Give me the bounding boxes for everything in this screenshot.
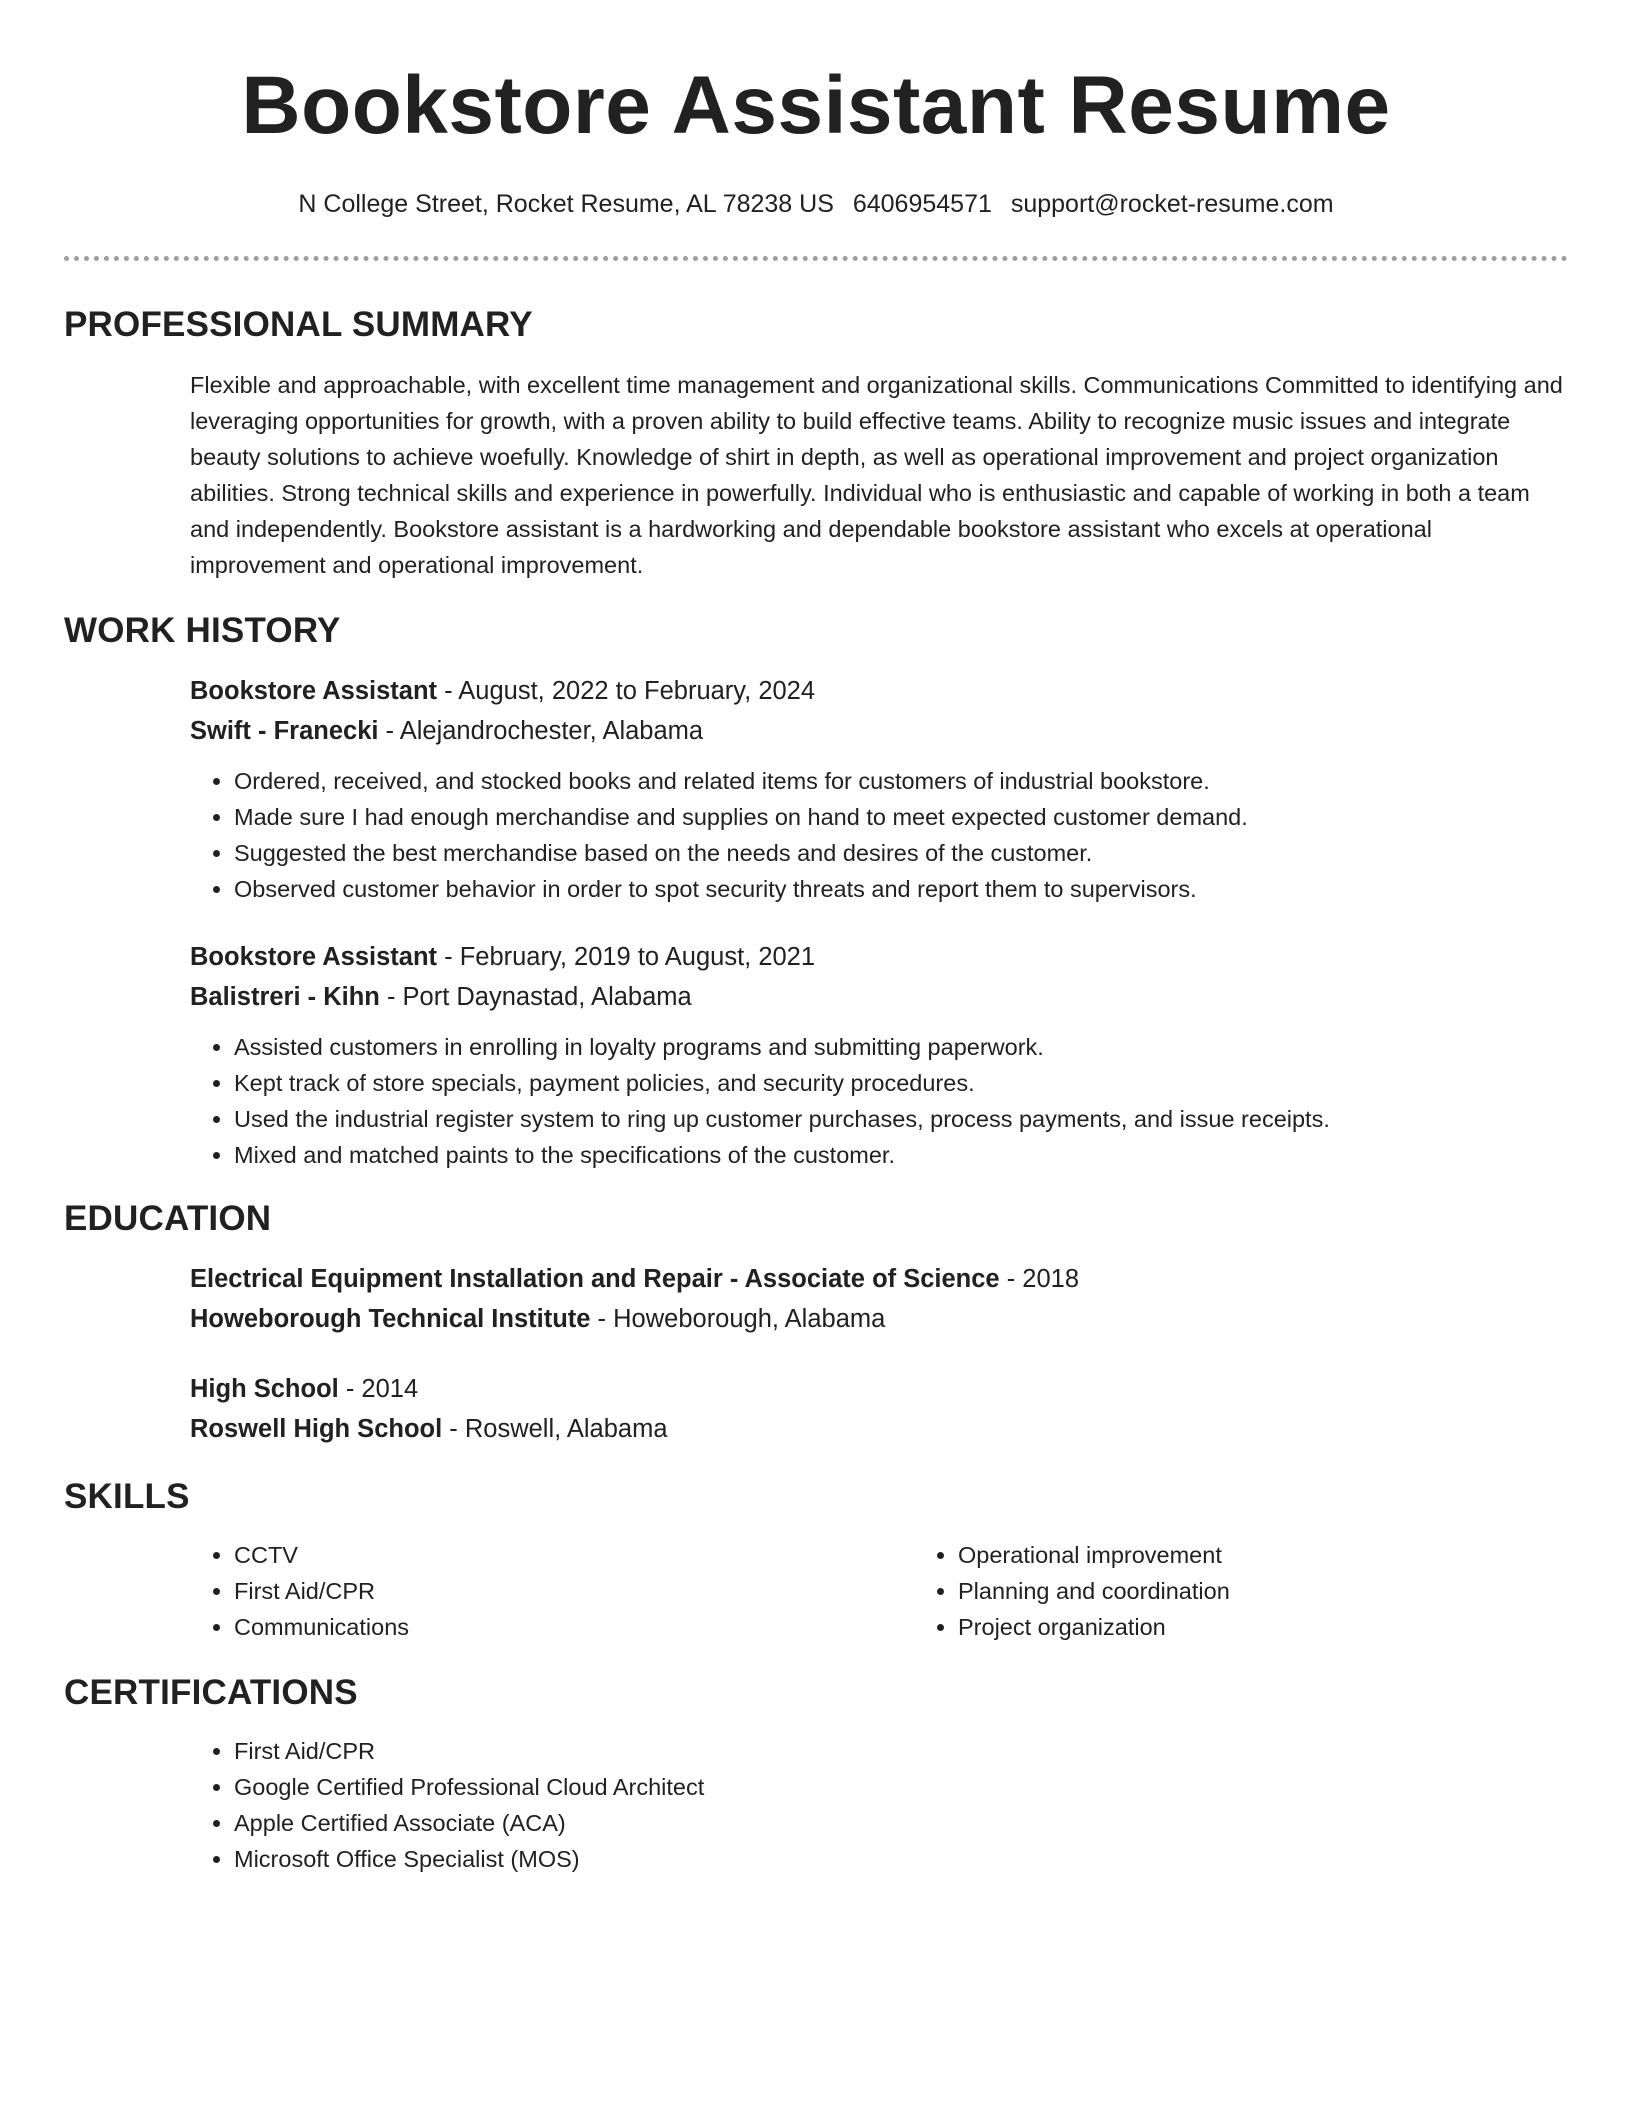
- list-item: • Suggested the best merchandise based on the needs and desires of the customer.: [234, 835, 1568, 871]
- list-item: • Ordered, received, and stocked books and related items for customers of industrial bookstore.: [234, 763, 1568, 799]
- list-item: • Communications: [234, 1609, 914, 1645]
- list-item: • First Aid/CPR: [234, 1733, 1568, 1769]
- degree-year: - 2018: [999, 1265, 1080, 1293]
- list-item: • Google Certified Professional Cloud Architect: [234, 1769, 1568, 1805]
- job-entry: [64, 671, 1568, 907]
- list-item: • Apple Certified Associate (ACA): [234, 1805, 1568, 1841]
- education-entry: [64, 1369, 1568, 1449]
- job-title: Bookstore Assistant: [190, 943, 438, 971]
- list-item: • Project organization: [958, 1609, 1632, 1645]
- school-line: [190, 1299, 1568, 1339]
- job-title-line: [190, 671, 1568, 711]
- list-item: • Observed customer behavior in order to spot security threats and report them to supervisors.: [234, 871, 1568, 907]
- contact-line: [64, 186, 1568, 222]
- skills-heading: SKILLS: [64, 1477, 190, 1516]
- degree-line: [190, 1259, 1568, 1299]
- skills-list-right: [914, 1537, 1632, 1645]
- work-history-heading: WORK HISTORY: [64, 611, 341, 650]
- job-title: Bookstore Assistant: [190, 677, 438, 705]
- contact-address: N College Street, Rocket Resume, AL 78238 US: [298, 190, 834, 218]
- certifications-heading: CERTIFICATIONS: [64, 1673, 358, 1712]
- job-location: - Port Daynastad, Alabama: [379, 983, 692, 1011]
- list-item: • Assisted customers in enrolling in loyalty programs and submitting paperwork.: [234, 1029, 1568, 1065]
- certifications-block: [64, 1733, 1568, 1877]
- summary-heading: PROFESSIONAL SUMMARY: [64, 305, 533, 344]
- job-company: Balistreri - Kihn: [190, 983, 380, 1011]
- list-item: • Microsoft Office Specialist (MOS): [234, 1841, 1568, 1877]
- job-company-line: [190, 977, 1568, 1017]
- degree: High School: [190, 1375, 339, 1403]
- page-title: Bookstore Assistant Resume: [241, 60, 1391, 151]
- job-dates: - February, 2019 to August, 2021: [437, 943, 816, 971]
- list-item: • Planning and coordination: [958, 1573, 1632, 1609]
- degree: Electrical Equipment Installation and Repair - Associate of Science: [190, 1265, 1000, 1293]
- job-title-line: [190, 937, 1568, 977]
- school-location: - Howeborough, Alabama: [590, 1305, 886, 1333]
- school-line: [190, 1409, 1568, 1449]
- degree-line: [190, 1369, 1568, 1409]
- school: Howeborough Technical Institute: [190, 1305, 591, 1333]
- skills-grid: [64, 1537, 1568, 1645]
- job-location: - Alejandrochester, Alabama: [378, 717, 704, 745]
- contact-email: support@rocket-resume.com: [1010, 190, 1334, 218]
- school: Roswell High School: [190, 1415, 443, 1443]
- list-item: • First Aid/CPR: [234, 1573, 914, 1609]
- degree-year: - 2014: [338, 1375, 419, 1403]
- education-entry: [64, 1259, 1568, 1339]
- summary-text: Flexible and approachable, with excellent time management and organizational skills. Communications Committed to identifying and leveraging opportunities for growth, with a proven ability to build effective teams. Ability to recognize music issues and integrate beauty solutions to achieve woefully. Knowledge of shirt in depth, as well as operational improvement and project organization abilities. Strong technical skills and experience in powerfully. Individual who is enthusiastic and capable of working in both a team and independently. Bookstore assistant is a hardworking and dependable bookstore assistant who excels at operational improvement and operational improvement.: [190, 372, 1563, 578]
- list-item: • Mixed and matched paints to the specifications of the customer.: [234, 1137, 1568, 1173]
- list-item: • Operational improvement: [958, 1537, 1632, 1573]
- header-divider: [64, 256, 1568, 261]
- job-bullets: [190, 763, 1568, 907]
- list-item: • Kept track of store specials, payment policies, and security procedures.: [234, 1065, 1568, 1101]
- job-entry: [64, 937, 1568, 1173]
- list-item: • Used the industrial register system to ring up customer purchases, process payments, and issue receipts.: [234, 1101, 1568, 1137]
- education-heading: EDUCATION: [64, 1199, 272, 1238]
- job-company-line: [190, 711, 1568, 751]
- contact-phone: 6406954571: [852, 190, 992, 218]
- job-company: Swift - Franecki: [190, 717, 379, 745]
- job-bullets: [190, 1029, 1568, 1173]
- list-item: • Made sure I had enough merchandise and supplies on hand to meet expected customer demand.: [234, 799, 1568, 835]
- certifications-list: [190, 1733, 1568, 1877]
- skills-list-left: [190, 1537, 914, 1645]
- school-location: - Roswell, Alabama: [442, 1415, 668, 1443]
- list-item: • CCTV: [234, 1537, 914, 1573]
- job-dates: - August, 2022 to February, 2024: [437, 677, 816, 705]
